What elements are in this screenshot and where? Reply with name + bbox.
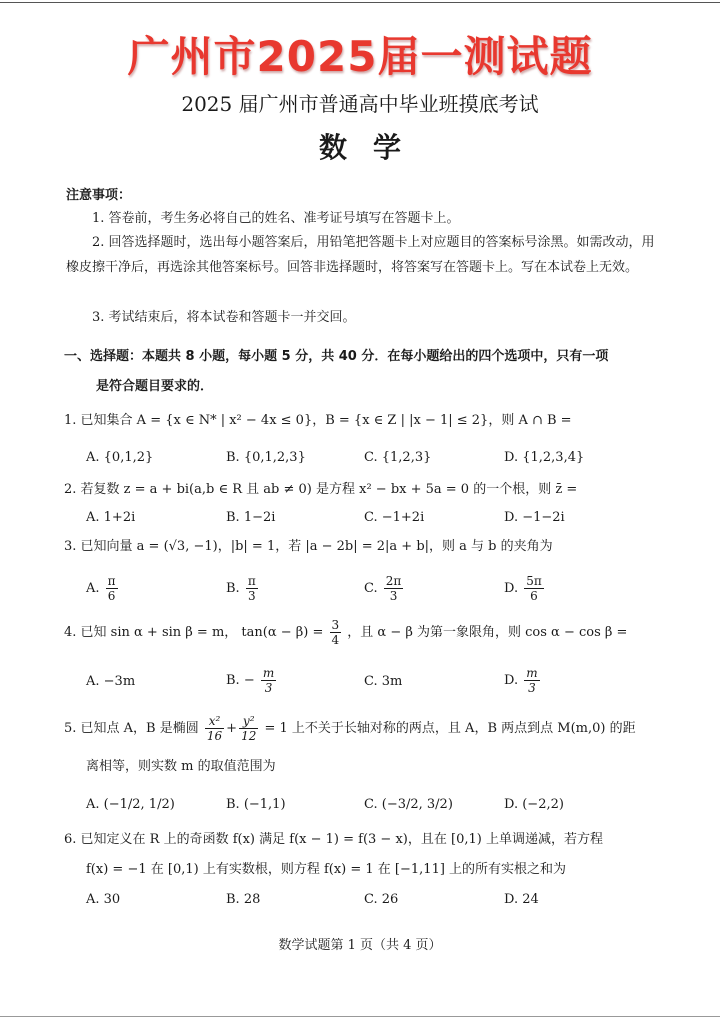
q2-option-b: B. 1−2i bbox=[226, 510, 276, 525]
page-footer: 数学试题第 1 页（共 4 页） bbox=[278, 938, 442, 953]
q3-d-fraction: $\frac{5\pi}{6}$ bbox=[526, 574, 542, 603]
q6-option-a: A. 30 bbox=[86, 892, 121, 907]
q3-option-c: C. $\frac{2\pi}{3}$ bbox=[364, 574, 402, 603]
q4-option-b: B. − $\frac{m}{3}$ bbox=[226, 666, 275, 695]
q1-option-b: B. {0,1,2,3} bbox=[226, 450, 306, 465]
q4-d-fraction: $\frac{m}{3}$ bbox=[526, 666, 538, 695]
question-5-stem: 5. 已知点 A，B 是椭圆 $\frac{\text{x²}}{16}$ + $\frac{\text{y²}}{12}$ = 1 上不关于长轴对称的两点，且 A，B 两点到点 M(m,0) 的距 bbox=[64, 714, 636, 743]
q5-option-d: D. (−2,2) bbox=[504, 797, 564, 812]
question-1-stem: 1. 已知集合 A = {x ∈ N* | x² − 4x ≤ 0}，B = {x ∈ Z | |x − 1| ≤ 2}，则 A ∩ B = bbox=[64, 413, 572, 428]
section-heading-line1: 一、选择题：本题共 8 小题，每小题 5 分，共 40 分．在每小题给出的四个选项中，只有一项 bbox=[64, 349, 609, 364]
q2-option-d: D. −1−2i bbox=[504, 510, 565, 525]
exam-title: 2025 届广州市普通高中毕业班摸底考试 bbox=[181, 92, 539, 116]
bottom-rule bbox=[0, 1016, 720, 1017]
q5-option-a: A. (−1/2, 1/2) bbox=[86, 797, 175, 812]
section-heading-line2: 是符合题目要求的． bbox=[96, 379, 214, 394]
note-item-3: 3. 考试结束后，将本试卷和答题卡一并交回。 bbox=[92, 310, 356, 325]
q5-option-c: C. (−3/2, 3/2) bbox=[364, 797, 453, 812]
q4-option-c: C. 3m bbox=[364, 674, 403, 689]
q1-option-c: C. {1,2,3} bbox=[364, 450, 432, 465]
top-rule bbox=[0, 2, 720, 3]
q3-option-d: D. $\frac{5\pi}{6}$ bbox=[504, 574, 542, 603]
question-6-stem: 6. 已知定义在 R 上的奇函数 f(x) 满足 f(x − 1) = f(3 − x)，且在 [0,1) 上单调递减，若方程 bbox=[64, 832, 603, 847]
q3-c-fraction: $\frac{2\pi}{3}$ bbox=[385, 574, 402, 603]
q1-option-a: A. {0,1,2} bbox=[86, 450, 154, 465]
q6-option-c: C. 26 bbox=[364, 892, 399, 907]
q4-b-fraction: $\frac{m}{3}$ bbox=[262, 666, 275, 695]
q4-stem-fraction: $\frac{3}{4}$ bbox=[331, 618, 340, 647]
question-6-stem-line2: f(x) = −1 在 [0,1) 上有实数根，则方程 f(x) = 1 在 [−1,11] 上的所有实根之和为 bbox=[86, 862, 567, 877]
question-3-stem: 3. 已知向量 a = (√3, −1)，|b| = 1，若 |a − 2b| = 2|a + b|，则 a 与 b 的夹角为 bbox=[64, 539, 553, 554]
q4-option-d: D. $\frac{m}{3}$ bbox=[504, 666, 538, 695]
q2-option-c: C. −1+2i bbox=[364, 510, 425, 525]
q4-option-a: A. −3m bbox=[86, 674, 136, 689]
subject-title: 数学 bbox=[318, 131, 427, 164]
q6-option-b: B. 28 bbox=[226, 892, 261, 907]
q6-option-d: D. 24 bbox=[504, 892, 539, 907]
q1-option-d: D. {1,2,3,4} bbox=[504, 450, 585, 465]
q3-a-fraction: $\frac{\pi}{6}$ bbox=[107, 574, 116, 603]
note-item-2: 2. 回答选择题时，选出每小题答案后，用铅笔把答题卡上对应题目的答案标号涂黑。如需改动，用橡皮擦干净后，再选涂其他答案标号。回答非选择题时，将答案写在答题卡上。写在本试卷上无效。 bbox=[66, 235, 655, 275]
q5-y-fraction: $\frac{\text{y²}}{12}$ bbox=[241, 714, 257, 743]
q5-option-b: B. (−1,1) bbox=[226, 797, 286, 812]
q3-b-fraction: $\frac{\pi}{3}$ bbox=[247, 574, 256, 603]
q2-option-a: A. 1+2i bbox=[86, 510, 136, 525]
question-4-stem: 4. 已知 sin α + sin β = m， tan(α − β) = $\frac{3}{4}$ ，且 α − β 为第一象限角，则 cos α − cos β = bbox=[64, 618, 628, 647]
q3-option-b: B. $\frac{\pi}{3}$ bbox=[226, 574, 256, 603]
banner-title: 广州市2025届一测试题 bbox=[127, 32, 593, 81]
q3-option-a: A. $\frac{\pi}{6}$ bbox=[86, 574, 116, 603]
question-2-stem: 2. 若复数 z = a + bi(a,b ∈ R 且 ab ≠ 0) 是方程 x² − bx + 5a = 0 的一个根，则 z̄ = bbox=[64, 482, 578, 497]
note-item-1: 1. 答卷前，考生务必将自己的姓名、准考证号填写在答题卡上。 bbox=[92, 211, 460, 226]
q5-x-fraction: $\frac{\text{x²}}{16}$ bbox=[206, 714, 223, 743]
question-5-stem-line2: 离相等，则实数 m 的取值范围为 bbox=[86, 759, 276, 774]
notes-heading: 注意事项： bbox=[66, 188, 132, 203]
